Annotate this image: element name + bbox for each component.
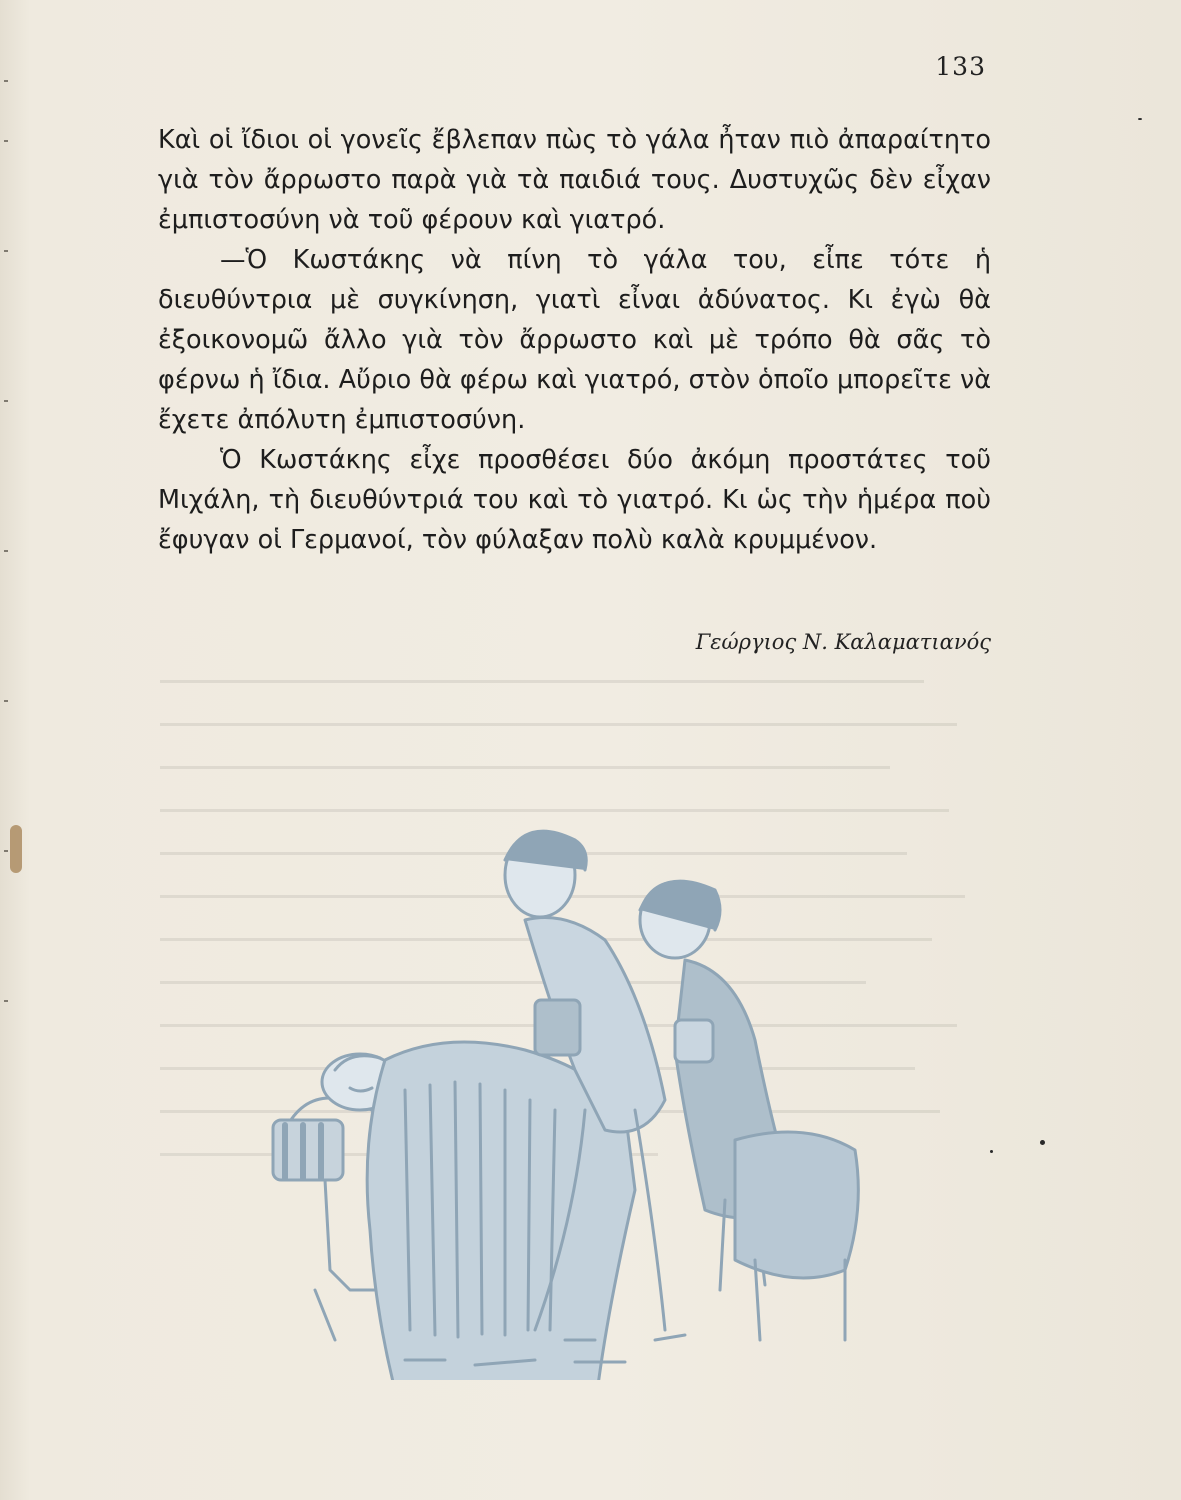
chair — [735, 1132, 858, 1278]
paragraph-3: Ὁ Κωστάκης εἶχε προσθέσει δύο ἀκόμη προστάτες τοῦ Μιχάλη, τὴ διευθύντριά του καὶ τὸ γιατρό. Κι ὡς τὴν ἡμέρα ποὺ ἔφυγαν οἱ Γερμανοί, τὸν φύλαξαν πολὺ καλὰ κρυμμένον. — [158, 445, 991, 555]
binding-holes — [4, 80, 10, 1080]
page-number: 133 — [935, 52, 986, 81]
paragraph-2: —Ὁ Κωστάκης νὰ πίνη τὸ γάλα του, εἶπε τότε ἡ διευθύντρια μὲ συγκίνηση, γιατὶ εἶναι ἀδύνατος. Κι ἐγὼ θὰ ἐξοικονομῶ ἄλλο γιὰ τὸν ἄρρωστο καὶ μὲ τρόπο θὰ σᾶς τὸ φέρνω ἡ ἴδια. Αὔριο θὰ φέρω καὶ γιατρό, στὸν ὁποῖο μπορεῖτε νὰ ἔχετε ἀπόλυτη ἐμπιστοσύνη. — [158, 245, 992, 435]
ink-speck — [1138, 118, 1142, 120]
sickbed-illustration — [255, 820, 925, 1380]
paper-stain — [10, 825, 22, 873]
ink-speck — [1040, 1140, 1045, 1145]
paragraph-1: Καὶ οἱ ἴδιοι οἱ γονεῖς ἔβλεπαν πὼς τὸ γάλα ἦταν πιὸ ἀπαραίτητο γιὰ τὸν ἄρρωστο παρὰ γιὰ τὰ παιδιά τους. Δυστυχῶς δὲν εἶχαν ἐμπιστοσύνη νὰ τοῦ φέρουν καὶ γιατρό. — [158, 125, 991, 235]
ink-speck — [990, 1150, 993, 1153]
article-body — [158, 120, 991, 560]
milk-cup-boy — [535, 1000, 580, 1055]
milk-cup-girl — [675, 1020, 713, 1062]
author-signature: Γεώργιος Ν. Καλαματιανός — [695, 630, 991, 654]
